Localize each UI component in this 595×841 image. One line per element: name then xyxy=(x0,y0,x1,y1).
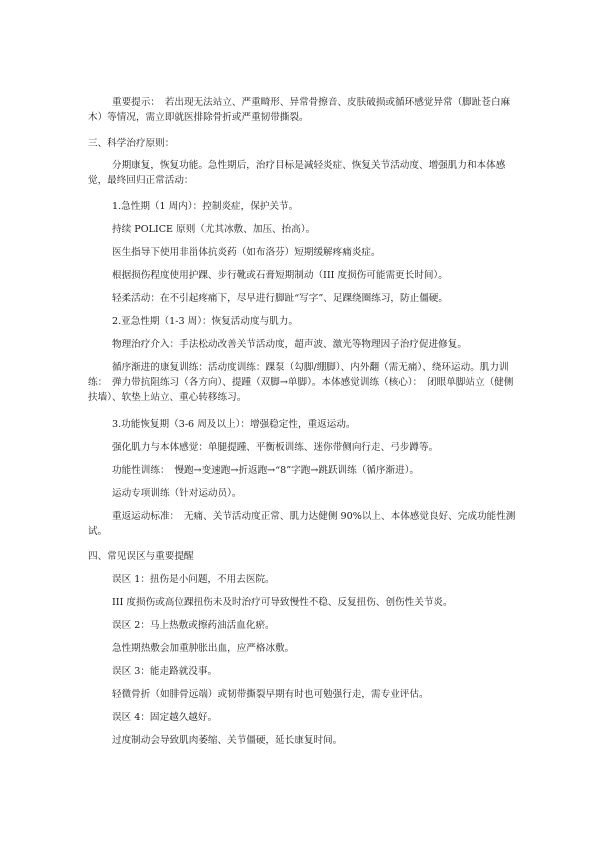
misconception-1: 误区 1：扭伤是小问题，不用去医院。 xyxy=(112,574,275,585)
paragraph-treatment-intro: 分期康复，恢复功能。急性期后，治疗目标是减轻炎症、恢复关节活动度、增强肌力和本体感觉，最终回归正常活动： xyxy=(88,160,506,186)
misconception-3: 误区 3：能走路就没事。 xyxy=(112,666,218,677)
paragraph-police: 持续 POLICE 原则（尤其冰敷、加压、抬高）。 xyxy=(112,224,316,235)
section-heading-treatment: 三、科学治疗原则： xyxy=(88,138,175,149)
paragraph-rehab-training: 循序渐进的康复训练：活动度训练：踝泵（勾脚/绷脚）、内外翻（需无痛）、绕环运动。肌力训练： 弹力带抗阻练习（各方向）、提踵（双脚→单脚）。本体感觉训练（核心）： 闭眼单脚站立（健侧扶墙）、软垫上站立、重心转移练习。 xyxy=(88,362,514,403)
paragraph-sport-specific: 运动专项训练（针对运动员）。 xyxy=(112,488,242,499)
paragraph-strength-balance: 强化肌力与本体感觉：单腿提踵、平衡板训练、迷你带侧向行走、弓步蹲等。 xyxy=(112,442,439,453)
paragraph-return-criteria: 重返运动标准： 无痛、关节活动度正常、肌力达健侧 90%以上、本体感觉良好、完成功能性测试。 xyxy=(88,511,516,537)
misconception-2-explanation: 急性期热敷会加重肿胀出血，应严格冰敷。 xyxy=(112,643,295,654)
phase-subacute-heading: 2.亚急性期（1-3 周）：恢复活动度与肌力。 xyxy=(112,316,298,327)
paragraph-functional-training: 功能性训练： 慢跑→变速跑→折返跑→“8”字跑→跳跃训练（循序渐进）。 xyxy=(112,465,420,476)
important-note: 重要提示： 若出现无法站立、严重畸形、异常骨擦音、皮肤破损或循环感觉异常（脚趾苍白麻木）等情况，需立即就医排除骨折或严重韧带撕裂。 xyxy=(88,97,511,123)
paragraph-brace: 根据损伤程度使用护踝、步行靴或石膏短期制动（III 度损伤可能需更长时间）。 xyxy=(112,270,448,281)
phase-functional-heading: 3.功能恢复期（3-6 周及以上）：增强稳定性，重返运动。 xyxy=(112,419,356,430)
paragraph-physiotherapy: 物理治疗介入：手法松动改善关节活动度，超声波、激光等物理因子治疗促进修复。 xyxy=(112,339,467,350)
misconception-4-explanation: 过度制动会导致肌肉萎缩、关节僵硬，延长康复时间。 xyxy=(112,735,343,746)
paragraph-nsaid: 医生指导下使用非甾体抗炎药（如布洛芬）短期缓解疼痛炎症。 xyxy=(112,247,381,258)
phase-acute-heading: 1.急性期（1 周内）：控制炎症，保护关节。 xyxy=(112,201,299,212)
paragraph-gentle-activity: 轻柔活动：在不引起疼痛下，尽早进行脚趾“写字”、足踝绕圈练习，防止僵硬。 xyxy=(112,293,448,304)
misconception-2: 误区 2：马上热敷或擦药油活血化瘀。 xyxy=(112,620,275,631)
misconception-3-explanation: 轻微骨折（如腓骨远端）或韧带撕裂早期有时也可勉强行走，需专业评估。 xyxy=(112,689,429,700)
misconception-4: 误区 4：固定越久越好。 xyxy=(112,712,218,723)
misconception-1-explanation: III 度损伤或高位踝扭伤未及时治疗可导致慢性不稳、反复扭伤、创伤性关节炎。 xyxy=(112,597,453,608)
section-heading-misconceptions: 四、常见误区与重要提醒 xyxy=(88,551,194,562)
